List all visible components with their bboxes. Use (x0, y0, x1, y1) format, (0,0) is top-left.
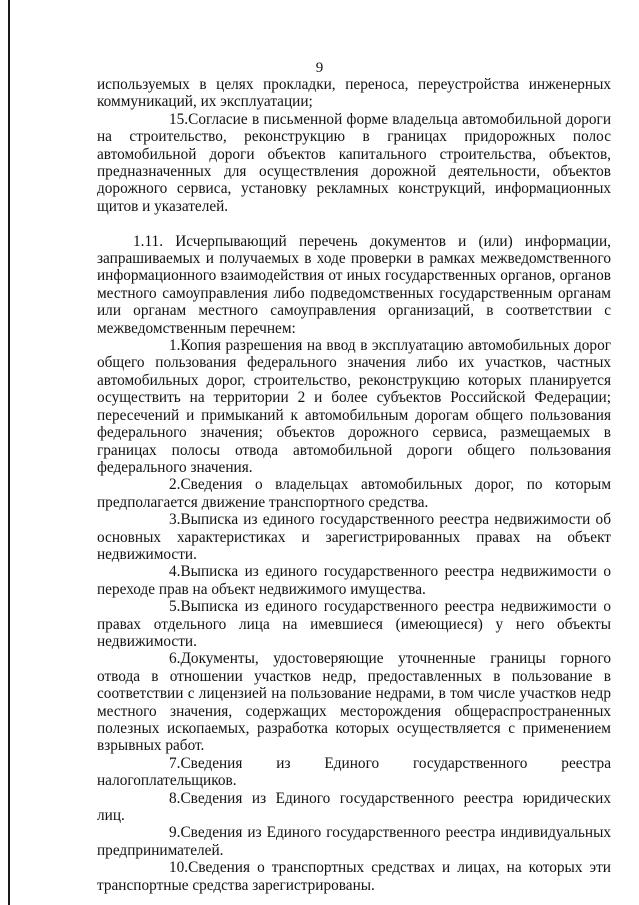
list-item-4 (97, 563, 611, 598)
list-item-continuation (97, 76, 611, 111)
list-item-number: 7. (169, 754, 181, 772)
list-item-8 (97, 790, 611, 825)
list-item-text: Сведения о владельцах автомобильных дорог, по которым предполагается движение транспортного средства. (97, 476, 611, 511)
list-item-number: 5. (169, 598, 181, 616)
list-item-7 (97, 755, 611, 790)
list-item-number: 1. (169, 337, 181, 355)
left-margin-rule (8, 0, 10, 905)
list-item-text: используемых в целях прокладки, переноса, переустройства инженерных коммуникаций, их эксплуатации; (97, 76, 611, 111)
list-item-number: 9. (169, 824, 181, 842)
list-item-2 (97, 476, 611, 511)
list-item-text: Сведения о транспортных средствах и лицах, на которых эти транспортные средства зарегистрированы. (97, 859, 611, 894)
list-item-1 (97, 337, 611, 476)
list-item-number: 8. (169, 789, 181, 807)
list-item-text: Согласие в письменной форме владельца автомобильной дороги на строительство, реконструкцию в границах придорожных полос автомобильной дороги объектов капитального строительства, объектов, предназначенных для осуществления дорожной деятельности, объектов дорожного сервиса, установку рекламных конструкций, информационных щитов и указателей. (97, 110, 611, 215)
list-item-5 (97, 598, 611, 650)
list-item-number: 6. (169, 650, 181, 668)
list-item-6 (97, 650, 611, 754)
document-body (97, 76, 611, 894)
list-item-number: 3. (169, 511, 181, 529)
list-item-text: Сведения из Единого государственного реестра налогоплательщиков. (97, 754, 611, 790)
list-item-text: Выписка из единого государственного реестра недвижимости об основных характеристиках и зарегистрированных правах на объект недвижимости. (97, 511, 611, 563)
list-item-3 (97, 511, 611, 563)
page-number: 9 (315, 60, 324, 76)
list-item-text: Документы, удостоверяющие уточненные границы горного отвода в отношении участков недр, предоставленных в пользование в соответствии с лицензией на пользование недрами, в том числе участков недр местного значения, содержащих месторождения общераспространенных полезных ископаемых, разработка которых осуществляется с применением взрывных работ. (97, 650, 611, 755)
list-item-text: Сведения из Единого государственного реестра юридических лиц. (97, 789, 611, 825)
list-item-text: Выписка из единого государственного реестра недвижимости о переходе прав на объект недвижимого имущества. (97, 563, 611, 598)
list-item-15 (97, 111, 611, 215)
list-item-number: 10. (169, 859, 189, 877)
section-1-11-paragraph: 1.11. Исчерпывающий перечень документов и (или) информации, запрашиваемых и получаемых в ходе проверки в рамках межведомственного информационного взаимодействия от иных государственных органов, органов местного самоуправления либо подведомственных государственным органам или органам местного самоуправления организаций, в соответствии с межведомственным перечнем: (97, 232, 611, 337)
list-item-text: Копия разрешения на ввод в эксплуатацию автомобильных дорог общего пользования федерального значения либо их участков, частных автомобильных дорог, строительство, реконструкцию которых планируется осуществить на территории 2 и более субъектов Российской Федерации; пересечений и примыканий к автомобильным дорогам общего пользования федерального значения; объектов дорожного сервиса, размещаемых в границах полосы отвода автомобильной дороги общего пользования федерального значения. (97, 337, 611, 476)
list-item-text: Сведения из Единого государственного реестра индивидуальных предпринимателей. (97, 824, 611, 859)
list-item-text: Выписка из единого государственного реестра недвижимости о правах отдельного лица на имевшиеся (имеющиеся) у него объекты недвижимости. (97, 598, 611, 650)
list-item-number: 2. (169, 476, 181, 494)
list-item-number: 4. (169, 563, 181, 581)
list-item-9 (97, 824, 611, 859)
list-item-10 (97, 859, 611, 894)
list-item-number: 15. (169, 110, 189, 128)
